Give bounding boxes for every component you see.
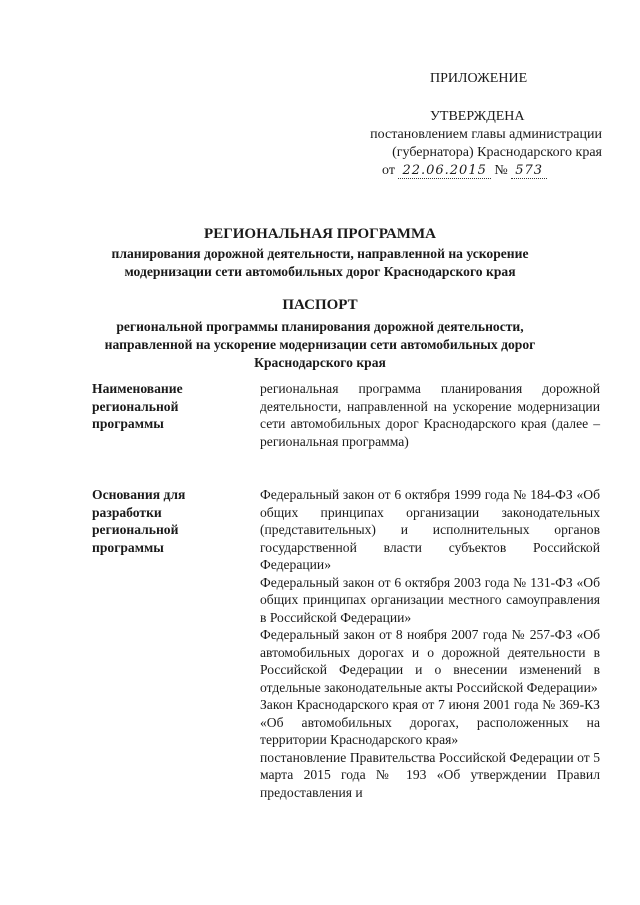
passport-title: ПАСПОРТ (282, 297, 358, 313)
value-paragraph: региональная программа планирования дорожной деятельности, направленной на ускорение модернизации сети автомобильных дорог Краснодарского края (далее – региональная программа) (260, 381, 600, 449)
row-value-grounds (260, 486, 600, 801)
value-paragraph: Федеральный закон от 6 октября 2003 года № 131-ФЗ «Об общих принципах организации местного самоуправления в Российской Федерации» (260, 574, 600, 625)
date-prefix: от (382, 163, 395, 178)
approval-number: 573 (511, 163, 547, 179)
row-label-grounds: Основания для разработки региональной программы (92, 487, 186, 555)
value-paragraph: постановление Правительства Российской Федерации от 5 марта 2015 года № 193 «Об утверждении Правил предоставления и (260, 749, 600, 800)
appendix-label: ПРИЛОЖЕНИЕ (430, 71, 528, 86)
number-prefix: № (494, 163, 508, 178)
row-value-program-name (260, 380, 600, 450)
value-paragraph: Федеральный закон от 8 ноября 2007 года № 257-ФЗ «Об автомобильных дорогах и о дорожной деятельности в Российской Федерации и о внесении изменений в отдельные законодательные акты Российской Федерации» (260, 627, 600, 695)
row-label-program-name: Наименование региональной программы (92, 381, 183, 431)
value-paragraph: Закон Краснодарского края от 7 июня 2001 года № 369-КЗ «Об автомобильных дорогах, расположенных на территории Краснодарского края» (260, 697, 600, 747)
approved-label: УТВЕРЖДЕНА (430, 109, 525, 124)
approval-date-line (382, 162, 547, 180)
program-subtitle-2: модернизации сети автомобильных дорог Краснодарского края (124, 264, 516, 279)
passport-subtitle-1: региональной программы планирования дорожной деятельности, (116, 319, 524, 334)
program-title: РЕГИОНАЛЬНАЯ ПРОГРАММА (204, 226, 436, 242)
approval-date: 22.06.2015 (398, 163, 490, 179)
approval-line-2: (губернатора) Краснодарского края (392, 145, 602, 160)
approval-line-1: постановлением главы администрации (370, 127, 602, 142)
program-subtitle-1: планирования дорожной деятельности, направленной на ускорение (111, 246, 529, 261)
passport-subtitle-3: Краснодарского края (254, 355, 386, 370)
passport-subtitle-2: направленной на ускорение модернизации сети автомобильных дорог (104, 337, 536, 352)
value-paragraph: Федеральный закон от 6 октября 1999 года № 184-ФЗ «Об общих принципах организации законодательных (представительных) и исполнительных органов государственной власти субъектов Российской Федерации» (260, 487, 600, 572)
